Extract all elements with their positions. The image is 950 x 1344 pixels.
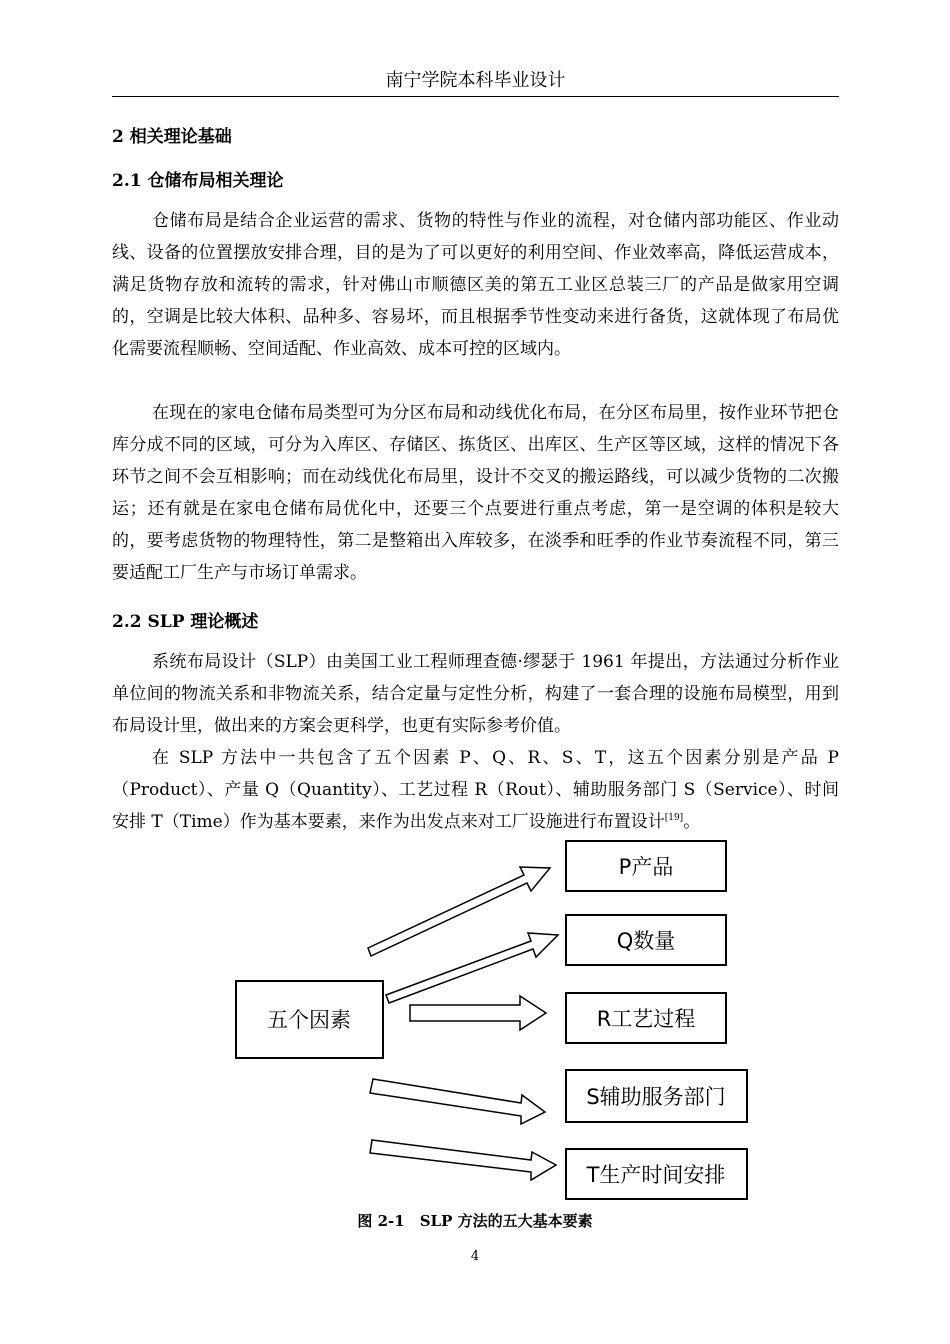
arrow-to-r bbox=[410, 996, 546, 1030]
arrow-to-p bbox=[368, 867, 550, 956]
slp-factors-text: 在 SLP 方法中一共包含了五个因素 P、Q、R、S、T，这五个因素分别是产品 P（Product）、产量 Q（Quantity）、工艺过程 R（Rout）、辅助服务部门 S（Service）、时间安排 T（Time）作为基本要素，来作为出发点来对工厂设施进行布置设计 bbox=[112, 748, 839, 832]
target-label-t: T生产时间安排 bbox=[586, 1163, 726, 1187]
paragraph-slp-overview bbox=[112, 646, 839, 742]
source-box-label: 五个因素 bbox=[267, 1008, 351, 1032]
citation: [19] bbox=[664, 813, 684, 823]
paragraph-layout-types: 在现在的家电仓储布局类型可为分区布局和动线优化布局，在分区布局里，按作业环节把仓库分成不同的区域，可分为入库区、存储区、拣货区、出库区、生产区等区域，这样的情况下各环节之间不会互相影响；而在动线优化布局里，设计不交叉的搬运路线，可以减少货物的二次搬运；还有就是在家电仓储布局优化中，还要三个点要进行重点考虑，第一是空调的体积是较大的，要考虑货物的物理特性，第二是整箱出入库较多，在淡季和旺季的作业节奏流程不同，第三要适配工厂生产与市场订单需求。 bbox=[112, 403, 839, 583]
subsection-heading-2-1: 2.1 仓储布局相关理论 bbox=[112, 171, 284, 191]
target-box-s bbox=[566, 1070, 747, 1122]
target-box-q bbox=[566, 915, 726, 965]
target-box-r bbox=[566, 993, 726, 1043]
arrow-to-q bbox=[386, 933, 558, 1003]
section-heading: 2 相关理论基础 bbox=[112, 127, 232, 147]
slp-factors-end: 。 bbox=[683, 812, 701, 832]
target-box-p bbox=[566, 841, 726, 891]
slp-overview-text: 系统布局设计（SLP）由美国工业工程师理查德·缪瑟于 1961 年提出，方法通过分析作业单位间的物流关系和非物流关系，结合定量与定性分析，构建了一套合理的设施布局模型，用到布局设计里，做出来的方案会更科学，也更有实际参考价值。 bbox=[112, 652, 839, 736]
target-label-p: P产品 bbox=[618, 855, 674, 879]
slp-five-factors-diagram bbox=[0, 830, 950, 1205]
target-label-s: S辅助服务部门 bbox=[586, 1085, 726, 1109]
header-rule bbox=[112, 96, 839, 97]
source-box bbox=[236, 981, 383, 1058]
arrow-to-s bbox=[370, 1079, 545, 1124]
figure-caption: 图 2-1 SLP 方法的五大基本要素 bbox=[357, 1212, 593, 1230]
paragraph-warehouse-layout: 仓储布局是结合企业运营的需求、货物的特性与作业的流程，对仓储内部功能区、作业动线、设备的位置摆放安排合理，目的是为了可以更好的利用空间、作业效率高，降低运营成本，满足货物存放和流转的需求，针对佛山市顺德区美的第五工业区总装三厂的产品是做家用空调的，空调是比较大体积、品种多、容易坏，而且根据季节性变动来进行备货，这就体现了布局优化需要流程顺畅、空间适配、作业高效、成本可控的区域内。 bbox=[112, 211, 839, 359]
arrow-to-t bbox=[370, 1140, 556, 1180]
target-label-q: Q数量 bbox=[616, 929, 676, 953]
subsection-heading-2-2: 2.2 SLP 理论概述 bbox=[112, 612, 259, 632]
paragraph-slp-factors bbox=[112, 742, 839, 838]
target-label-r: R工艺过程 bbox=[596, 1007, 696, 1031]
page-header: 南宁学院本科毕业设计 bbox=[385, 70, 566, 91]
page-number: 4 bbox=[470, 1249, 480, 1264]
target-box-t bbox=[566, 1149, 747, 1199]
